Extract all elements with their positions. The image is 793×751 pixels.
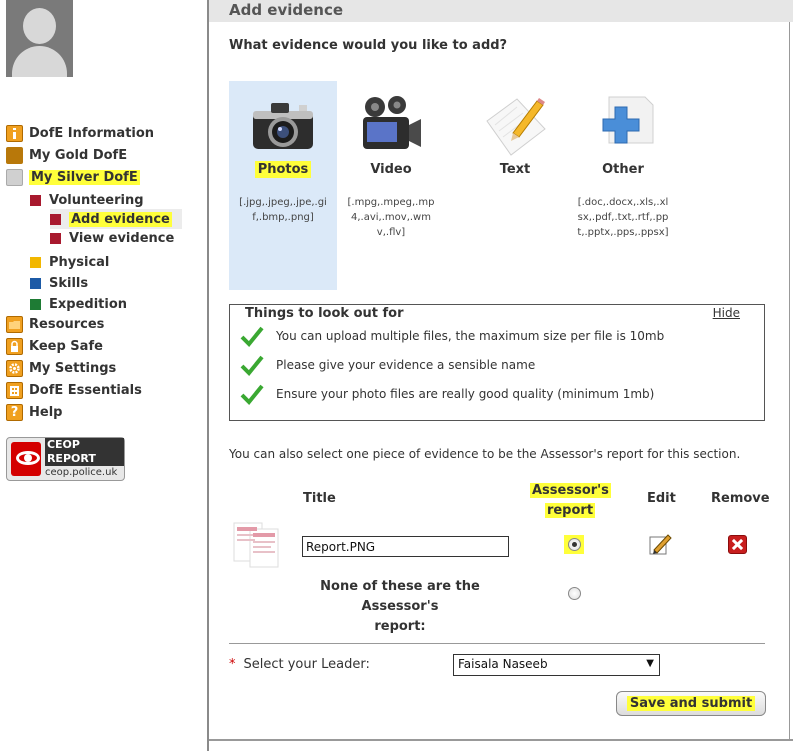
- tips-box: [229, 304, 765, 421]
- sidebar-item-expedition[interactable]: [30, 294, 127, 314]
- checkmark-icon: [240, 354, 264, 376]
- camera-icon: [249, 93, 317, 161]
- sidebar-item-my-settings[interactable]: [6, 358, 116, 378]
- sidebar-item-label: Resources: [29, 316, 105, 332]
- save-and-submit-button[interactable]: [616, 691, 766, 716]
- ceop-eye-icon: [11, 442, 41, 476]
- column-header-title: Title: [303, 491, 336, 506]
- leader-select[interactable]: [453, 654, 660, 676]
- sidebar-item-label: Keep Safe: [29, 338, 103, 354]
- physical-square-icon: [30, 257, 41, 268]
- video-camera-icon: [357, 93, 425, 161]
- evidence-type-formats: [.doc,.docx,.xls,.xlsx,.pdf,.txt,.rtf,.ppt,.pptx,.pps,.ppsx]: [577, 197, 669, 238]
- dropdown-arrow-icon: ▼: [646, 658, 654, 669]
- sidebar-item-label: Help: [29, 404, 63, 420]
- separator: [229, 643, 765, 644]
- remove-x-icon[interactable]: [728, 535, 747, 554]
- evidence-title-input[interactable]: [302, 536, 509, 557]
- sidebar-item-view-evidence[interactable]: [50, 228, 174, 248]
- evidence-question: What evidence would you like to add?: [229, 38, 508, 53]
- sidebar-item-label: Expedition: [49, 296, 128, 312]
- tip-item: [240, 354, 535, 376]
- column-header-assessor-report: [530, 481, 610, 521]
- gear-icon: [6, 360, 23, 377]
- evidence-thumbnail[interactable]: [232, 519, 280, 569]
- evidence-type-text[interactable]: [461, 81, 569, 290]
- evidence-type-other[interactable]: [569, 81, 677, 290]
- column-header-line: Assessor's: [532, 483, 609, 498]
- silver-square-icon: [6, 169, 23, 186]
- volunteering-square-icon: [30, 195, 41, 206]
- tip-item: [240, 383, 654, 405]
- volunteering-square-icon: [50, 214, 61, 225]
- sidebar-item-skills[interactable]: [30, 273, 88, 293]
- sidebar-item-label: Add evidence: [71, 211, 170, 227]
- question-mark-icon: ?: [6, 404, 23, 421]
- gold-square-icon: [6, 147, 23, 164]
- sidebar-item-dofe-information[interactable]: [6, 123, 154, 143]
- tips-title: Things to look out for: [245, 306, 404, 321]
- none-assessor-line: None of these are the Assessor's: [320, 579, 480, 614]
- evidence-type-formats: [.mpg,.mpeg,.mp4,.avi,.mov,.wmv,.flv]: [347, 197, 435, 238]
- evidence-type-video[interactable]: [337, 81, 445, 290]
- sidebar-item-label: Physical: [49, 254, 110, 270]
- evidence-type-label: Photos: [255, 161, 312, 178]
- sidebar-item-dofe-essentials[interactable]: [6, 380, 142, 400]
- info-icon: [6, 125, 23, 142]
- avatar[interactable]: [6, 0, 73, 77]
- column-header-line: report: [546, 503, 594, 518]
- assessor-report-radio[interactable]: [568, 538, 581, 551]
- ceop-url: ceop.police.uk: [44, 467, 118, 478]
- none-assessor-line: report:: [374, 619, 426, 634]
- tip-text: Ensure your photo files are really good quality (minimum 1mb): [276, 387, 655, 401]
- sidebar-item-keep-safe[interactable]: [6, 336, 103, 356]
- sidebar-item-help[interactable]: [6, 402, 62, 422]
- assessor-note: You can also select one piece of evidence to be the Assessor's report for this section.: [229, 447, 741, 461]
- sidebar-item-my-silver-dofe[interactable]: [6, 167, 140, 187]
- sidebar-item-add-evidence[interactable]: [50, 209, 182, 229]
- evidence-type-label: Text: [499, 162, 531, 177]
- leader-label: [229, 657, 370, 672]
- sidebar: [0, 0, 208, 751]
- evidence-type-formats: [.jpg,.jpeg,.jpe,.gif,.bmp,.png]: [239, 197, 327, 223]
- skills-square-icon: [30, 278, 41, 289]
- save-and-submit-label: Save and submit: [627, 696, 755, 711]
- none-assessor-radio[interactable]: [568, 587, 581, 600]
- plus-document-icon: [589, 93, 657, 161]
- sidebar-item-volunteering[interactable]: [30, 190, 144, 210]
- sidebar-item-label: View evidence: [69, 230, 175, 246]
- folder-icon: [6, 316, 23, 333]
- none-assessor-label: [280, 577, 520, 637]
- paper-pencil-icon: [481, 93, 549, 161]
- main-left-border: [207, 0, 209, 751]
- leader-label-text: Select your Leader:: [243, 657, 370, 672]
- tip-item: [240, 325, 664, 347]
- tip-text: You can upload multiple files, the maximum size per file is 10mb: [276, 329, 665, 343]
- sidebar-item-label: My Settings: [29, 360, 117, 376]
- evidence-type-photos[interactable]: [229, 81, 337, 290]
- edit-pencil-icon[interactable]: [648, 532, 672, 556]
- main-right-border: [789, 22, 790, 740]
- sidebar-item-label: My Gold DofE: [29, 147, 128, 163]
- tip-text: Please give your evidence a sensible name: [276, 358, 536, 372]
- sidebar-item-label: Volunteering: [49, 192, 144, 208]
- checkmark-icon: [240, 325, 264, 347]
- sidebar-item-label: My Silver DofE: [31, 169, 138, 185]
- column-header-remove: Remove: [711, 491, 770, 506]
- sidebar-item-resources[interactable]: [6, 314, 104, 334]
- lock-icon: [6, 338, 23, 355]
- expedition-square-icon: [30, 299, 41, 310]
- sidebar-item-label: DofE Essentials: [29, 382, 142, 398]
- column-header-edit: Edit: [647, 491, 676, 506]
- ceop-title: CEOP REPORT: [45, 438, 124, 466]
- sidebar-item-my-gold-dofe[interactable]: [6, 145, 127, 165]
- sidebar-item-label: DofE Information: [29, 125, 155, 141]
- sidebar-item-label: Skills: [49, 275, 89, 291]
- ceop-report-button[interactable]: [6, 437, 125, 481]
- page-title: Add evidence: [229, 1, 344, 19]
- required-asterisk: *: [229, 657, 236, 672]
- building-icon: [6, 382, 23, 399]
- main-bottom-border: [209, 739, 793, 741]
- volunteering-square-icon: [50, 233, 61, 244]
- leader-selected-value: Faisala Naseeb: [458, 657, 548, 671]
- evidence-type-label: Video: [370, 162, 412, 177]
- sidebar-item-physical[interactable]: [30, 252, 109, 272]
- evidence-type-label: Other: [602, 162, 644, 177]
- checkmark-icon: [240, 383, 264, 405]
- tips-hide-link[interactable]: Hide: [712, 306, 740, 320]
